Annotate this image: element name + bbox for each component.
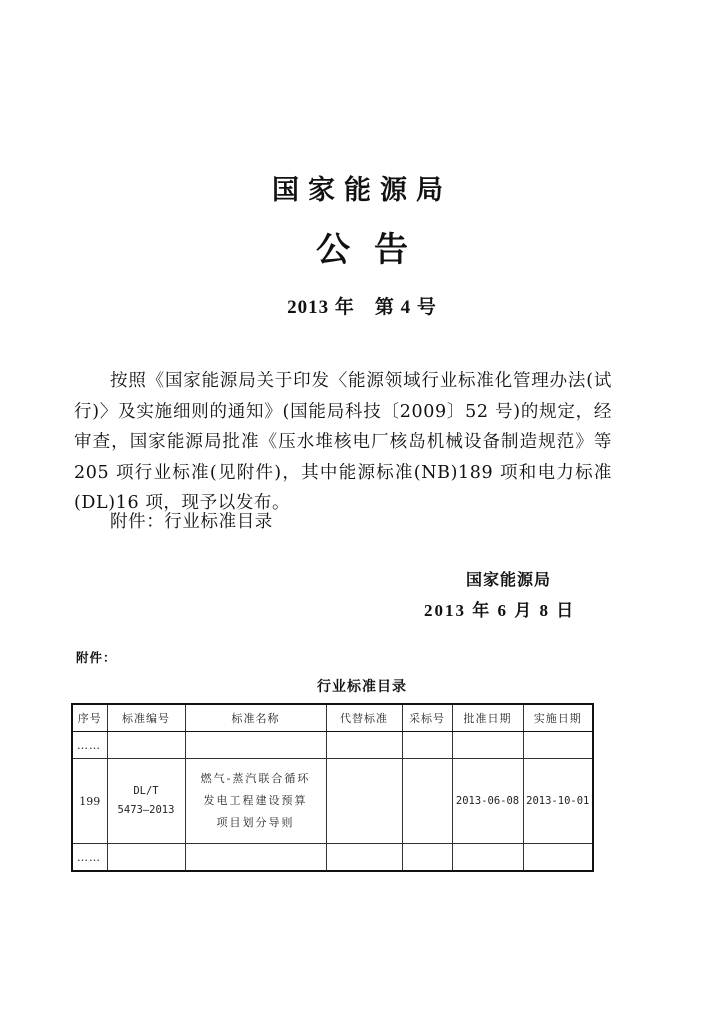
issue-number: 2013 年 第 4 号 — [287, 297, 437, 318]
notice-title: 公告 — [316, 230, 432, 270]
standard-code-cell — [107, 759, 185, 844]
adopted-cell — [402, 759, 452, 844]
signature-agency: 国家能源局 — [466, 570, 552, 589]
column-header-name: 标准名称 — [185, 704, 326, 732]
effective-date-cell: 2013-10-01 — [523, 759, 593, 844]
standards-catalog-table — [71, 703, 594, 872]
standard-name-line: 燃气-蒸汽联合循环 — [200, 772, 311, 785]
standard-code-number: 5473—2013 — [117, 804, 175, 816]
table-row-ellipsis-top — [72, 732, 593, 759]
ellipsis-cell: …… — [72, 732, 107, 759]
table-header-row — [72, 704, 593, 732]
column-header-effective: 实施日期 — [523, 704, 593, 732]
table-title: 行业标准目录 — [317, 679, 407, 695]
table-row — [72, 759, 593, 844]
ellipsis-cell: …… — [72, 844, 107, 872]
table-row-ellipsis-bottom — [72, 844, 593, 872]
notice-body-paragraph: 按照《国家能源局关于印发〈能源领域行业标准化管理办法(试行)〉及实施细则的通知》(国能局科技〔2009〕52 号)的规定，经审查，国家能源局批准《压水堆核电厂核岛机械设备制造规范》等205 项行业标准(见附件)，其中能源标准(NB)189 项和电力标准(DL)16 项，现予以发布。 — [74, 371, 612, 513]
approved-date-cell: 2013-06-08 — [452, 759, 523, 844]
signature-date: 2013 年 6 月 8 日 — [424, 601, 576, 620]
standard-name-line: 发电工程建设预算 — [203, 794, 308, 807]
column-header-seq: 序号 — [72, 704, 107, 732]
standard-name-cell — [185, 759, 326, 844]
column-header-adopted: 采标号 — [402, 704, 452, 732]
standard-code-prefix: DL/T — [133, 785, 159, 797]
attachment-note: 附件：行业标准目录 — [110, 512, 273, 532]
replaces-cell — [326, 759, 402, 844]
column-header-code: 标准编号 — [107, 704, 185, 732]
attachment-label: 附件： — [76, 650, 117, 665]
column-header-approved: 批准日期 — [452, 704, 523, 732]
seq-cell: 199 — [72, 759, 107, 844]
column-header-replaces: 代替标准 — [326, 704, 402, 732]
agency-title: 国家能源局 — [272, 175, 452, 206]
standard-name-line: 项目划分导则 — [216, 816, 295, 829]
